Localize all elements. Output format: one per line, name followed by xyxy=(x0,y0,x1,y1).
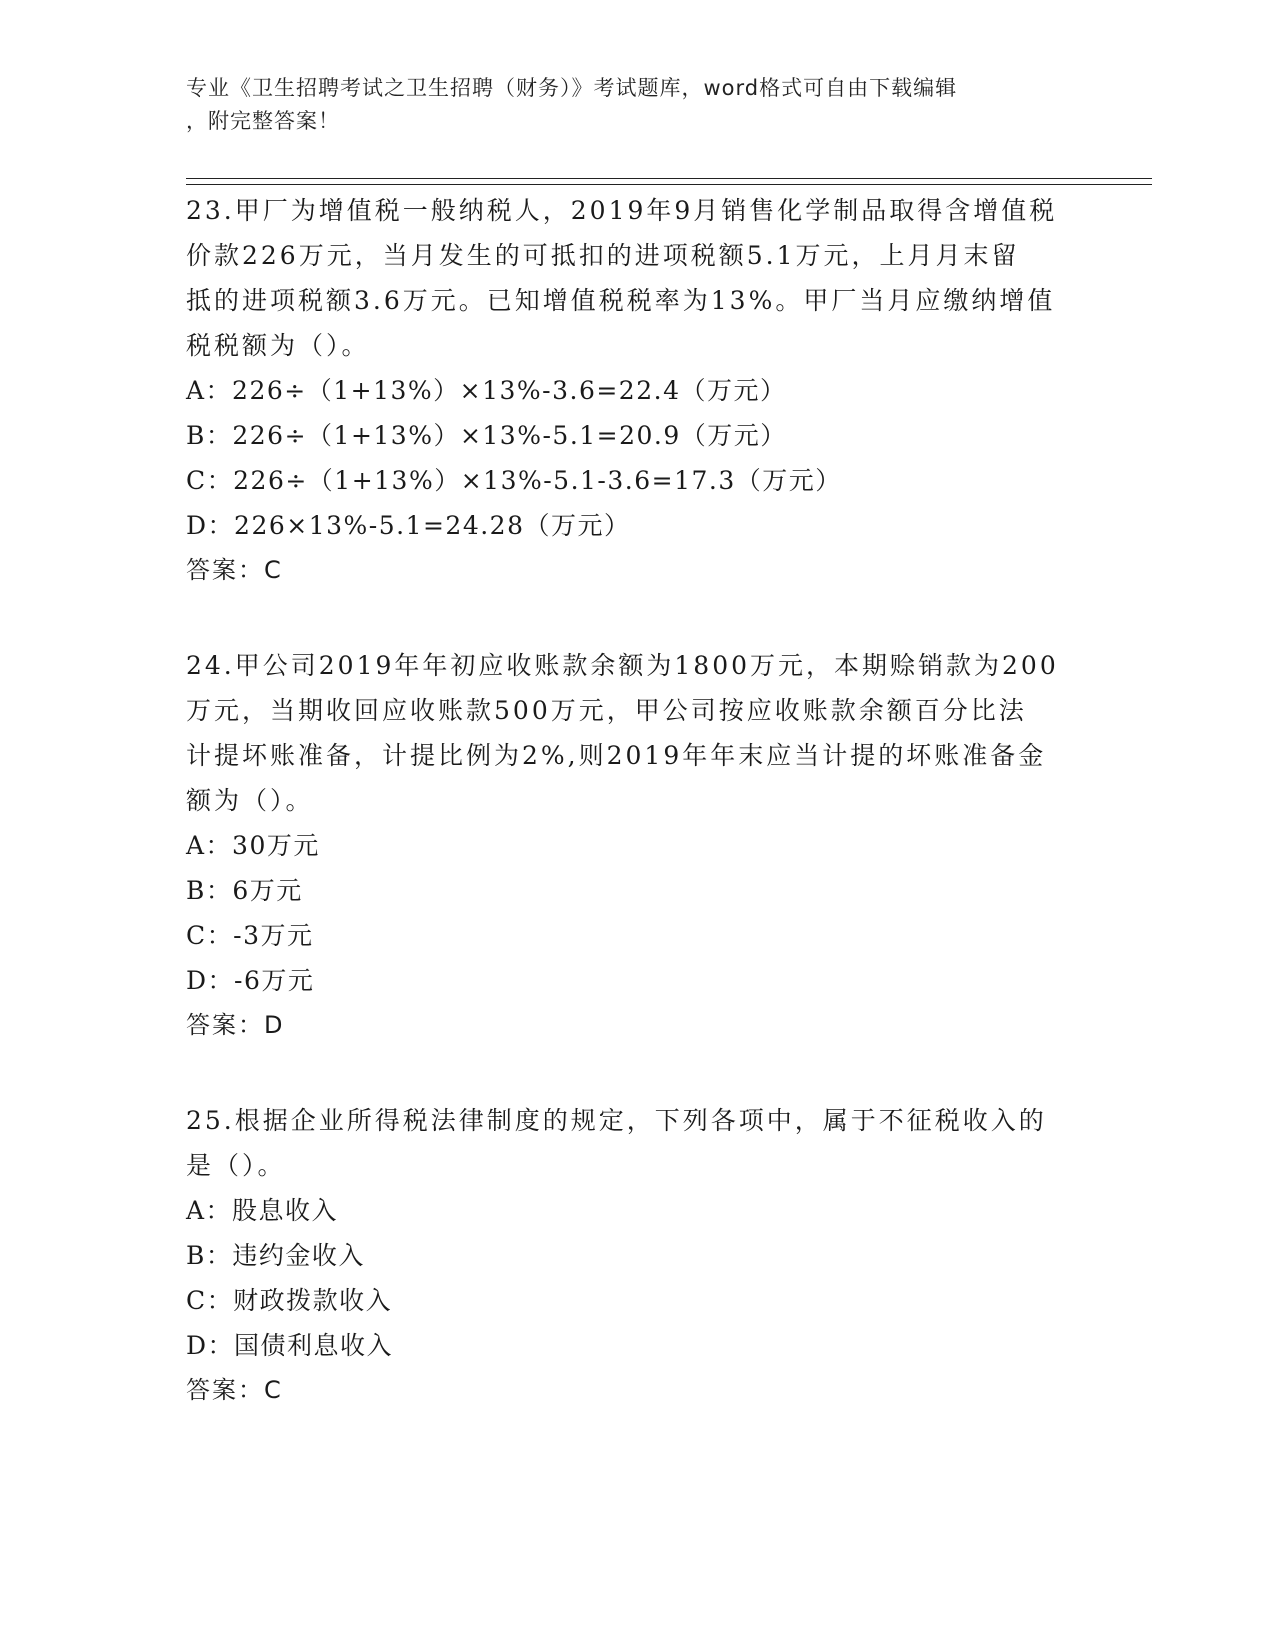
option-a: A：30万元 xyxy=(186,831,320,860)
option-c: C：-3万元 xyxy=(186,921,314,950)
question-stem-line: 额为（）。 xyxy=(186,786,314,815)
question-25 xyxy=(186,1098,1086,1413)
option-b: B：违约金收入 xyxy=(186,1241,365,1270)
question-stem-line: 税税额为（）。 xyxy=(186,331,370,360)
question-stem-line: 25.根据企业所得税法律制度的规定，下列各项中，属于不征税收入的 xyxy=(186,1106,1047,1135)
option-c: C：226÷（1+13%）×13%-5.1-3.6=17.3（万元） xyxy=(186,466,842,495)
option-c: C：财政拨款收入 xyxy=(186,1286,393,1315)
question-24 xyxy=(186,643,1086,1048)
option-b: B：226÷（1+13%）×13%-5.1=20.9（万元） xyxy=(186,421,787,450)
question-23 xyxy=(186,188,1086,593)
option-a: A：股息收入 xyxy=(186,1196,339,1225)
page-header xyxy=(186,72,1086,138)
option-b: B：6万元 xyxy=(186,876,303,905)
header-line-2: ，附完整答案！ xyxy=(186,109,340,133)
question-stem-line: 抵的进项税额3.6万元。已知增值税税率为13%。甲厂当月应缴纳增值 xyxy=(186,286,1056,315)
option-d: D：226×13%-5.1=24.28（万元） xyxy=(186,511,631,540)
question-stem-line: 23.甲厂为增值税一般纳税人，2019年9月销售化学制品取得含增值税 xyxy=(186,196,1058,225)
option-d: D：-6万元 xyxy=(186,966,315,995)
option-d: D：国债利息收入 xyxy=(186,1331,394,1360)
option-a: A：226÷（1+13%）×13%-3.6=22.4（万元） xyxy=(186,376,787,405)
answer-label: 答案：D xyxy=(186,1011,285,1039)
question-stem-line: 价款226万元，当月发生的可抵扣的进项税额5.1万元，上月月末留 xyxy=(186,241,1020,270)
answer-label: 答案：C xyxy=(186,556,283,584)
header-line-1: 专业《卫生招聘考试之卫生招聘（财务）》考试题库，word格式可自由下载编辑 xyxy=(186,76,958,100)
answer-label: 答案：C xyxy=(186,1376,283,1404)
question-stem-line: 24.甲公司2019年年初应收账款余额为1800万元，本期赊销款为200 xyxy=(186,651,1059,680)
question-stem-line: 计提坏账准备，计提比例为2%,则2019年年末应当计提的坏账准备金 xyxy=(186,741,1047,770)
header-divider-top xyxy=(186,178,1152,179)
header-divider-bottom xyxy=(186,184,1152,185)
question-stem-line: 万元，当期收回应收账款500万元，甲公司按应收账款余额百分比法 xyxy=(186,696,1027,725)
question-stem-line: 是（）。 xyxy=(186,1151,286,1180)
